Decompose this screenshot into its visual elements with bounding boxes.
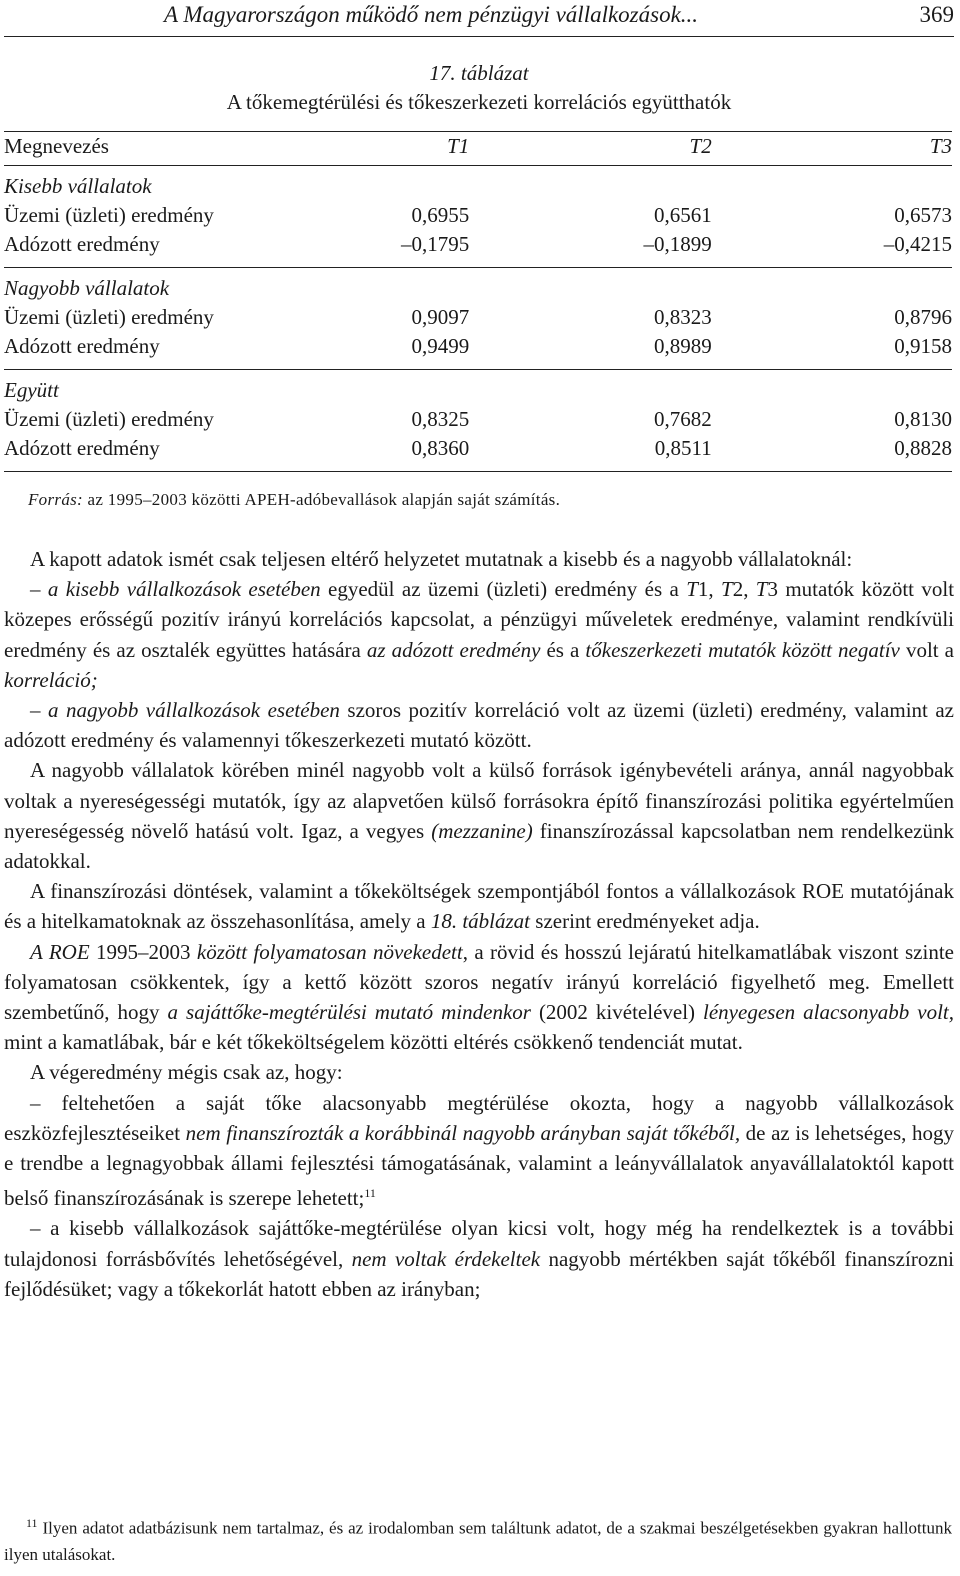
table-row: Üzemi (üzleti) eredmény 0,9097 0,8323 0,8796 xyxy=(4,305,952,329)
running-title: A Magyarországon működő nem pénzügyi vállalkozások... xyxy=(164,2,699,27)
paragraph: A finanszírozási döntések, valamint a tőkeköltségek szempontjából fontos a vállalkozások ROE mutatójának és a hitelkamatoknak az összehasonlítása, amely a 18. táblázat szerint eredményeket adja. xyxy=(4,879,954,934)
footnote-number: 11 xyxy=(26,1516,38,1530)
bullet-large-firms: – a nagyobb vállalkozások esetében szoros pozitív korreláció volt az üzemi (üzleti) eredmény, valamint az adózott eredmény és valamennyi tőkeszerkezeti mutató között. xyxy=(4,698,955,753)
table-row: Üzemi (üzleti) eredmény 0,6955 0,6561 0,6573 xyxy=(4,203,952,227)
table-title: A tőkemegtérülési és tőkeszerkezeti korrelációs együtthatók xyxy=(226,90,732,114)
paragraph: A nagyobb vállalatok körében minél nagyobb volt a külső források igénybevételi aránya, annál nagyobbak voltak a nyereségességi mutatók, így az alapvetően külső forrásokra építő finanszírozási politika egyértelműen nyereségesség növelő hatású volt. Igaz, a vegyes (mezzanine) finanszírozással kapcsolatban nem rendelkezünk adatokkal. xyxy=(4,758,954,874)
bullet-small-firms: – a kisebb vállalkozások esetében egyedül az üzemi (üzleti) eredmény és a T1, T2, T3 mutatók között volt közepes erősségű pozitív irányú korrelációs kapcsolat, a pénzügyi műveletek eredménye, valamint rendkívüli eredmény és az osztalék együttes hatására az adózott eredmény és a tőkeszerkezeti mutatók között negatív volt a korreláció; xyxy=(4,577,955,692)
column-header-t2: T2 xyxy=(689,134,712,158)
running-header xyxy=(4,0,954,37)
column-header-t1: T1 xyxy=(447,134,470,158)
table-caption xyxy=(4,59,954,117)
paragraph: A ROE 1995–2003 között folyamatosan növekedett, a rövid és hosszú lejáratú hitelkamatlábak viszont szinte folyamatosan csökkentek, így a kettő között szoros negatív irányú korreláció figyelhető meg. Emellett szembetűnő, hogy a sajáttőke-megtérülési mutató mindenkor (2002 kivételével) lényegesen alacsonyabb volt, mint a kamatlábak, bár e két tőkeköltségelem közötti eltérés csökkenő tendenciát mutat. xyxy=(4,939,955,1055)
page-number: 369 xyxy=(919,2,954,27)
table-row: Üzemi (üzleti) eredmény 0,8325 0,7682 0,8130 xyxy=(4,407,952,431)
page xyxy=(4,0,954,1304)
group-heading: Együtt xyxy=(4,378,59,402)
paragraph: A végeredmény mégis csak az, hogy: xyxy=(30,1060,343,1085)
column-header-t3: T3 xyxy=(929,134,952,158)
body-text xyxy=(4,544,954,1304)
group-heading: Nagyobb vállalatok xyxy=(4,276,170,300)
footnote: $^{11}$ Ilyen adatot adatbázisunk nem tartalmaz, és az irodalomban sem találtunk adatot, de a szakmai beszélgetésekben gyakran hallottunk ilyen utalásokat. xyxy=(4,1516,952,1564)
bullet-equity-return: – feltehetően a saját tőke alacsonyabb megtérülése okozta, hogy a nagyobb vállalkozások eszközfejlesztéseiket nem finanszírozták a korábbinál nagyobb arányban saját tőkéből, de az is lehetséges, hogy e trendbe a legnagyobbak állami fejlesztési támogatásának, valamint a leányvállalatok anyavállalatoktól kapott belső finanszírozásának is szerepe lehetett;$^{11}$ xyxy=(4,1090,954,1211)
bullet-small-equity: – a kisebb vállalkozások sajáttőke-megtérülése olyan kicsi volt, hogy még ha rendelkeztek is a további tulajdonosi forrásbővítés lehetőségével, nem voltak érdekeltek nagyobb mértékben saját tőkéből finanszírozni fejlődésüket; vagy a tőkekorlát hatott ebben az irányban; xyxy=(4,1216,954,1301)
footnote-ref[interactable]: 11 xyxy=(364,1186,376,1201)
table-header-row xyxy=(4,132,952,166)
group-heading: Kisebb vállalatok xyxy=(4,174,152,198)
table-label: 17. táblázat xyxy=(429,61,529,85)
correlation-table xyxy=(4,131,952,472)
table-row: Adózott eredmény 0,9499 0,8989 0,9158 xyxy=(4,334,952,358)
paragraph: A kapott adatok ismét csak teljesen eltérő helyzetet mutatnak a kisebb és a nagyobb vállalatoknál: xyxy=(30,547,853,571)
table-row: Adózott eredmény –0,1795 –0,1899 –0,4215 xyxy=(4,232,952,256)
column-header-name: Megnevezés xyxy=(4,134,109,158)
table-source-note: Forrás: az 1995–2003 közötti APEH-adóbevallások alapján saját számítás. xyxy=(28,490,561,509)
table-row: Adózott eredmény 0,8360 0,8511 0,8828 xyxy=(4,436,952,460)
